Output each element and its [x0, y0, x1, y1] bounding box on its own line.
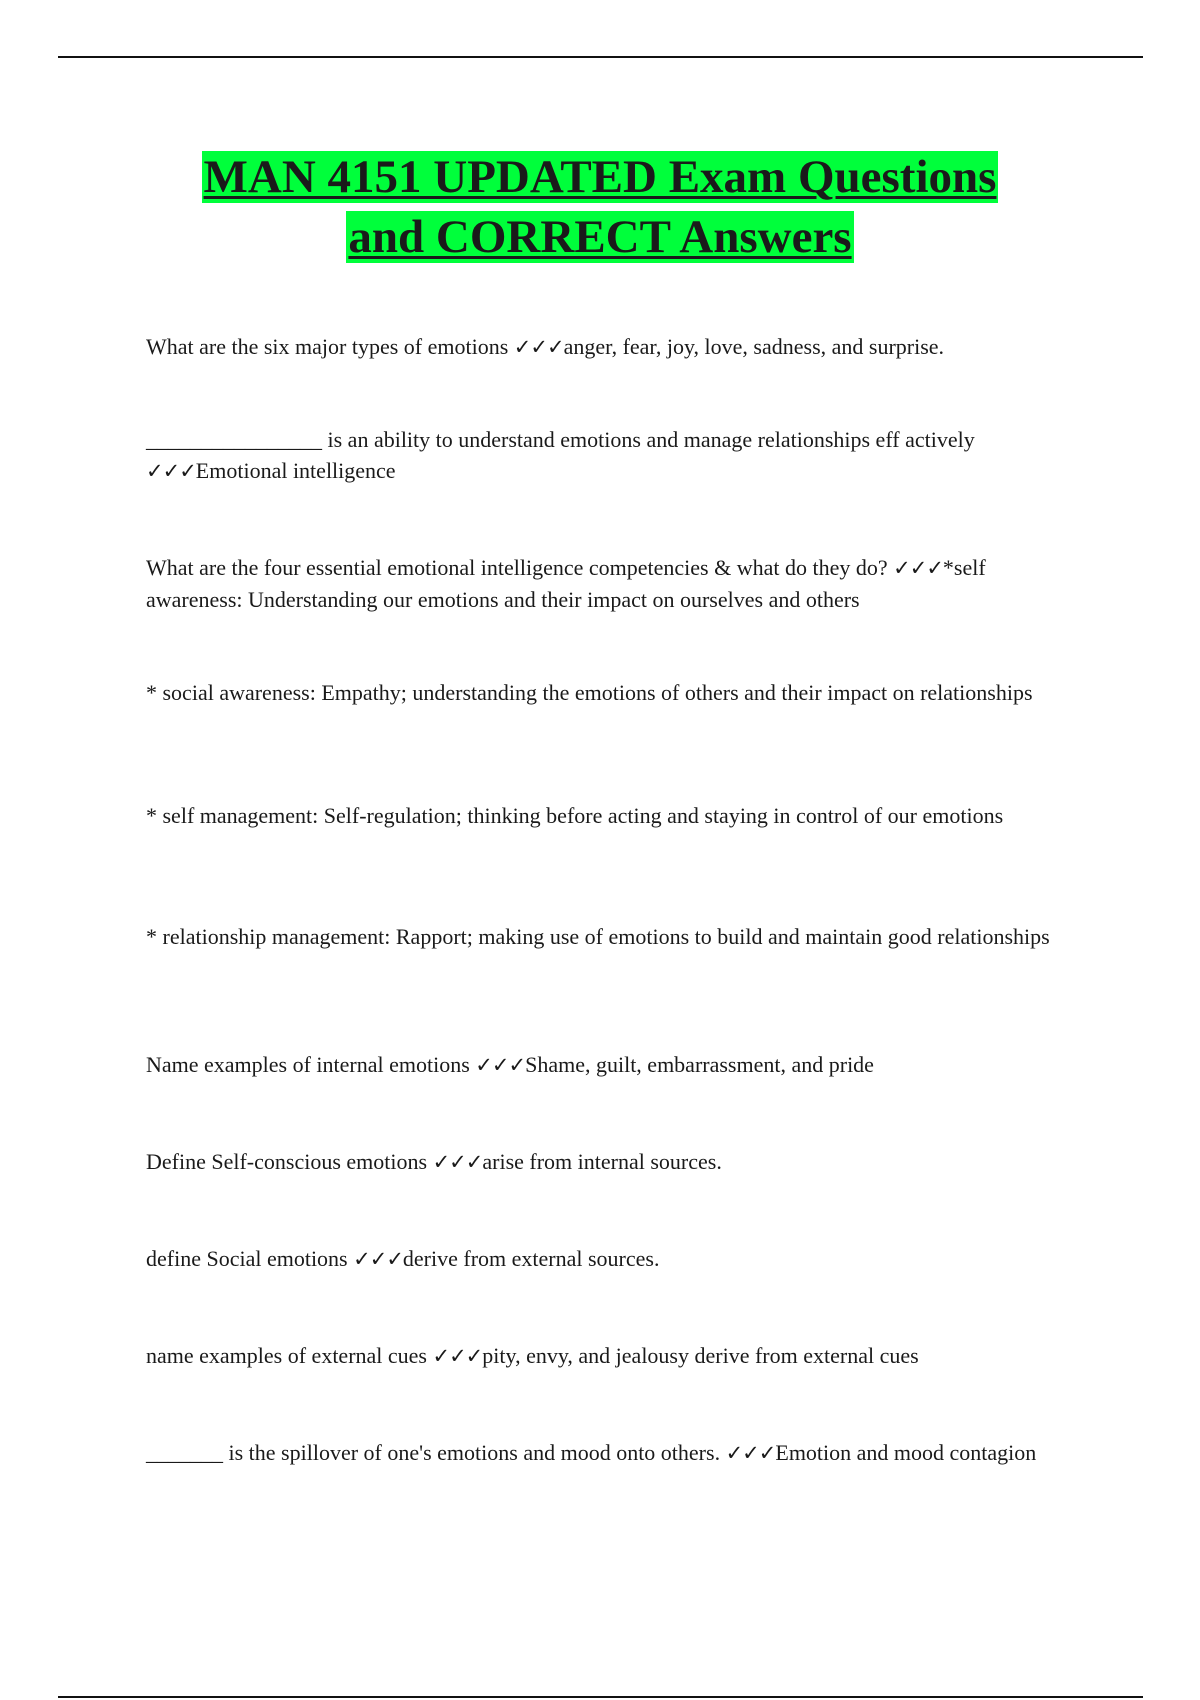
answer-text: Emotional intelligence	[195, 458, 396, 483]
qa-item-1	[146, 331, 1076, 363]
checkmark-icon: ✓✓✓	[146, 459, 196, 483]
document-title	[0, 147, 1200, 267]
question-text: What are the six major types of emotions	[146, 334, 514, 359]
title-line-1: MAN 4151 UPDATED Exam Questions	[203, 151, 997, 203]
qa-item-11	[146, 1437, 1076, 1469]
checkmark-icon: ✓✓✓	[432, 1150, 483, 1174]
qa-item-7	[146, 1049, 1076, 1081]
answer-text: pity, envy, and jealousy derive from external cues	[482, 1343, 919, 1368]
answer-text: derive from external sources.	[402, 1246, 660, 1271]
question-text: define Social emotions	[146, 1246, 354, 1271]
answer-text: Emotion and mood contagion	[775, 1440, 1037, 1465]
checkmark-icon: ✓✓✓	[353, 1247, 403, 1271]
title-line-2: and CORRECT Answers	[348, 211, 852, 263]
qa-item-6	[146, 921, 1076, 952]
checkmark-icon: ✓✓✓	[893, 556, 943, 580]
qa-item-2	[146, 424, 1076, 487]
footer-rule	[58, 1696, 1143, 1698]
qa-item-5	[146, 800, 1076, 831]
question-text: Name examples of internal emotions	[146, 1052, 476, 1077]
question-text: ________________ is an ability to understand emotions and manage relationships eff actively	[146, 427, 975, 452]
answer-text: anger, fear, joy, love, sadness, and surprise.	[563, 334, 945, 359]
answer-text: *self awareness: Understanding our emotions and their impact on ourselves and others	[146, 555, 986, 612]
checkmark-icon: ✓✓✓	[513, 335, 564, 359]
question-text: _______ is the spillover of one's emotions and mood onto others.	[146, 1440, 726, 1465]
qa-item-8	[146, 1146, 1076, 1178]
question-text: name examples of external cues	[146, 1343, 433, 1368]
qa-item-10	[146, 1340, 1076, 1372]
competency-text: * relationship management: Rapport; making use of emotions to build and maintain good relationships	[146, 924, 1050, 949]
checkmark-icon: ✓✓✓	[725, 1441, 776, 1465]
checkmark-icon: ✓✓✓	[475, 1053, 526, 1077]
competency-text: * self management: Self-regulation; thinking before acting and staying in control of our emotions	[146, 803, 1004, 828]
qa-item-9	[146, 1243, 1076, 1275]
checkmark-icon: ✓✓✓	[432, 1344, 483, 1368]
header-rule	[58, 56, 1143, 58]
answer-text: arise from internal sources.	[482, 1149, 722, 1174]
question-text: What are the four essential emotional intelligence competencies & what do they do?	[146, 555, 894, 580]
qa-item-4	[146, 677, 1076, 708]
competency-text: * social awareness: Empathy; understanding the emotions of others and their impact on relationships	[146, 680, 1033, 705]
question-text: Define Self-conscious emotions	[146, 1149, 433, 1174]
qa-item-3	[146, 552, 1076, 615]
answer-text: Shame, guilt, embarrassment, and pride	[525, 1052, 874, 1077]
